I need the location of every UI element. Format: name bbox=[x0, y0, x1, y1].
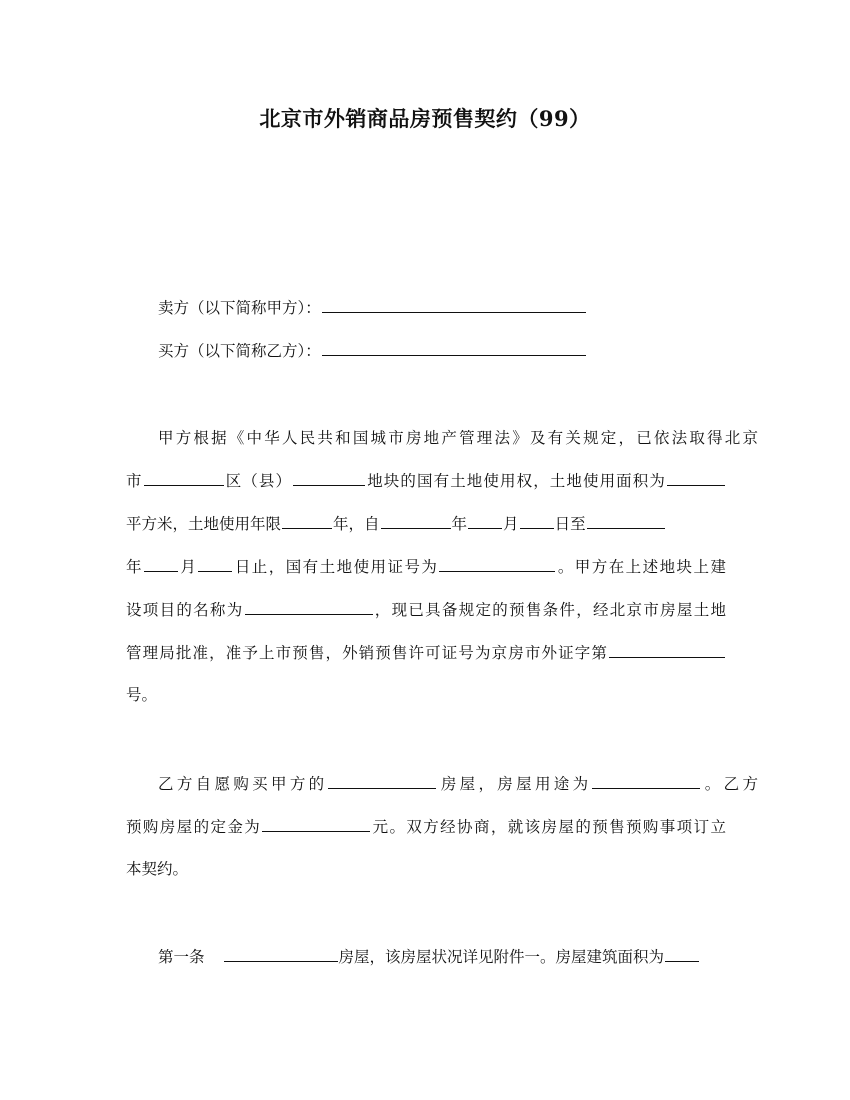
para1-text: 号。 bbox=[126, 686, 158, 704]
deposit-blank[interactable] bbox=[262, 816, 370, 832]
start-year-blank[interactable] bbox=[381, 513, 451, 529]
presale-permit-blank[interactable] bbox=[609, 642, 725, 658]
para1-line1 bbox=[126, 428, 758, 448]
para1-text: 区（县） bbox=[224, 472, 293, 490]
start-day-blank[interactable] bbox=[520, 513, 554, 529]
para2-text: 房屋，房屋用途为 bbox=[437, 775, 592, 793]
document-title: 北京市外销商品房预售契约（99） bbox=[259, 106, 591, 131]
article1-label: 第一条 bbox=[158, 948, 205, 966]
para1-text: 年 bbox=[126, 558, 143, 576]
para1-text: 月 bbox=[178, 558, 198, 576]
seller-blank[interactable] bbox=[322, 297, 586, 313]
end-year-blank[interactable] bbox=[587, 513, 665, 529]
buyer-blank[interactable] bbox=[322, 340, 586, 356]
para1-text: 设项目的名称为 bbox=[126, 601, 244, 619]
house-use-blank[interactable] bbox=[592, 773, 700, 789]
para2-text: 。乙方 bbox=[701, 775, 758, 793]
para2-line2 bbox=[126, 816, 726, 837]
para2-line1 bbox=[126, 773, 758, 794]
article1-house-blank[interactable] bbox=[224, 946, 338, 962]
building-area-blank[interactable] bbox=[665, 946, 699, 962]
para1-text: 地块的国有土地使用权，土地使用面积为 bbox=[366, 472, 666, 490]
project-name-blank[interactable] bbox=[245, 599, 373, 615]
para1-text: 平方米，土地使用年限 bbox=[126, 515, 282, 533]
seller-line bbox=[126, 297, 758, 318]
land-term-blank[interactable] bbox=[282, 513, 332, 529]
para2-text: 乙方自愿购买甲方的 bbox=[158, 775, 328, 793]
land-cert-blank[interactable] bbox=[439, 556, 555, 572]
start-month-blank[interactable] bbox=[468, 513, 502, 529]
buyer-line bbox=[126, 340, 758, 361]
para1-text: 日止，国有土地使用证号为 bbox=[233, 558, 439, 576]
para1-line7 bbox=[126, 685, 726, 705]
para1-text: 日至 bbox=[554, 515, 586, 533]
buyer-label: 买方（以下简称乙方）： bbox=[158, 342, 321, 360]
end-month-blank[interactable] bbox=[144, 556, 178, 572]
article1-text: 房屋，该房屋状况详见附件一。房屋建筑面积为 bbox=[338, 948, 665, 966]
para1-text: 月 bbox=[503, 515, 519, 533]
para2-text: 预购房屋的定金为 bbox=[126, 818, 262, 836]
para1-text: 市 bbox=[126, 472, 143, 490]
district-blank[interactable] bbox=[144, 470, 224, 486]
para1-line5 bbox=[126, 599, 726, 620]
para1-text: ，现已具备规定的预售条件，经北京市房屋土地 bbox=[373, 601, 726, 619]
para1-line3 bbox=[126, 513, 726, 534]
para1-text: 甲方根据《中华人民共和国城市房地产管理法》及有关规定，已依法取得北京 bbox=[158, 429, 758, 447]
seller-label: 卖方（以下简称甲方）： bbox=[158, 299, 321, 317]
para1-text: 。甲方在上述地块上建 bbox=[556, 558, 726, 576]
para1-line2 bbox=[126, 470, 726, 491]
end-day-blank[interactable] bbox=[198, 556, 232, 572]
house-blank[interactable] bbox=[328, 773, 436, 789]
para1-text: 管理局批准，准予上市预售，外销预售许可证号为京房市外证字第 bbox=[126, 644, 608, 662]
para1-line4 bbox=[126, 556, 726, 577]
para1-text: 年，自 bbox=[333, 515, 380, 533]
para2-line3 bbox=[126, 859, 726, 879]
para1-line6 bbox=[126, 642, 726, 663]
para2-text: 本契约。 bbox=[126, 860, 189, 878]
para2-text: 元。双方经协商，就该房屋的预售预购事项订立 bbox=[371, 818, 726, 836]
para1-text: 年 bbox=[451, 515, 468, 533]
article1-line1 bbox=[126, 946, 758, 967]
plot-blank[interactable] bbox=[293, 470, 365, 486]
land-area-blank[interactable] bbox=[667, 470, 725, 486]
